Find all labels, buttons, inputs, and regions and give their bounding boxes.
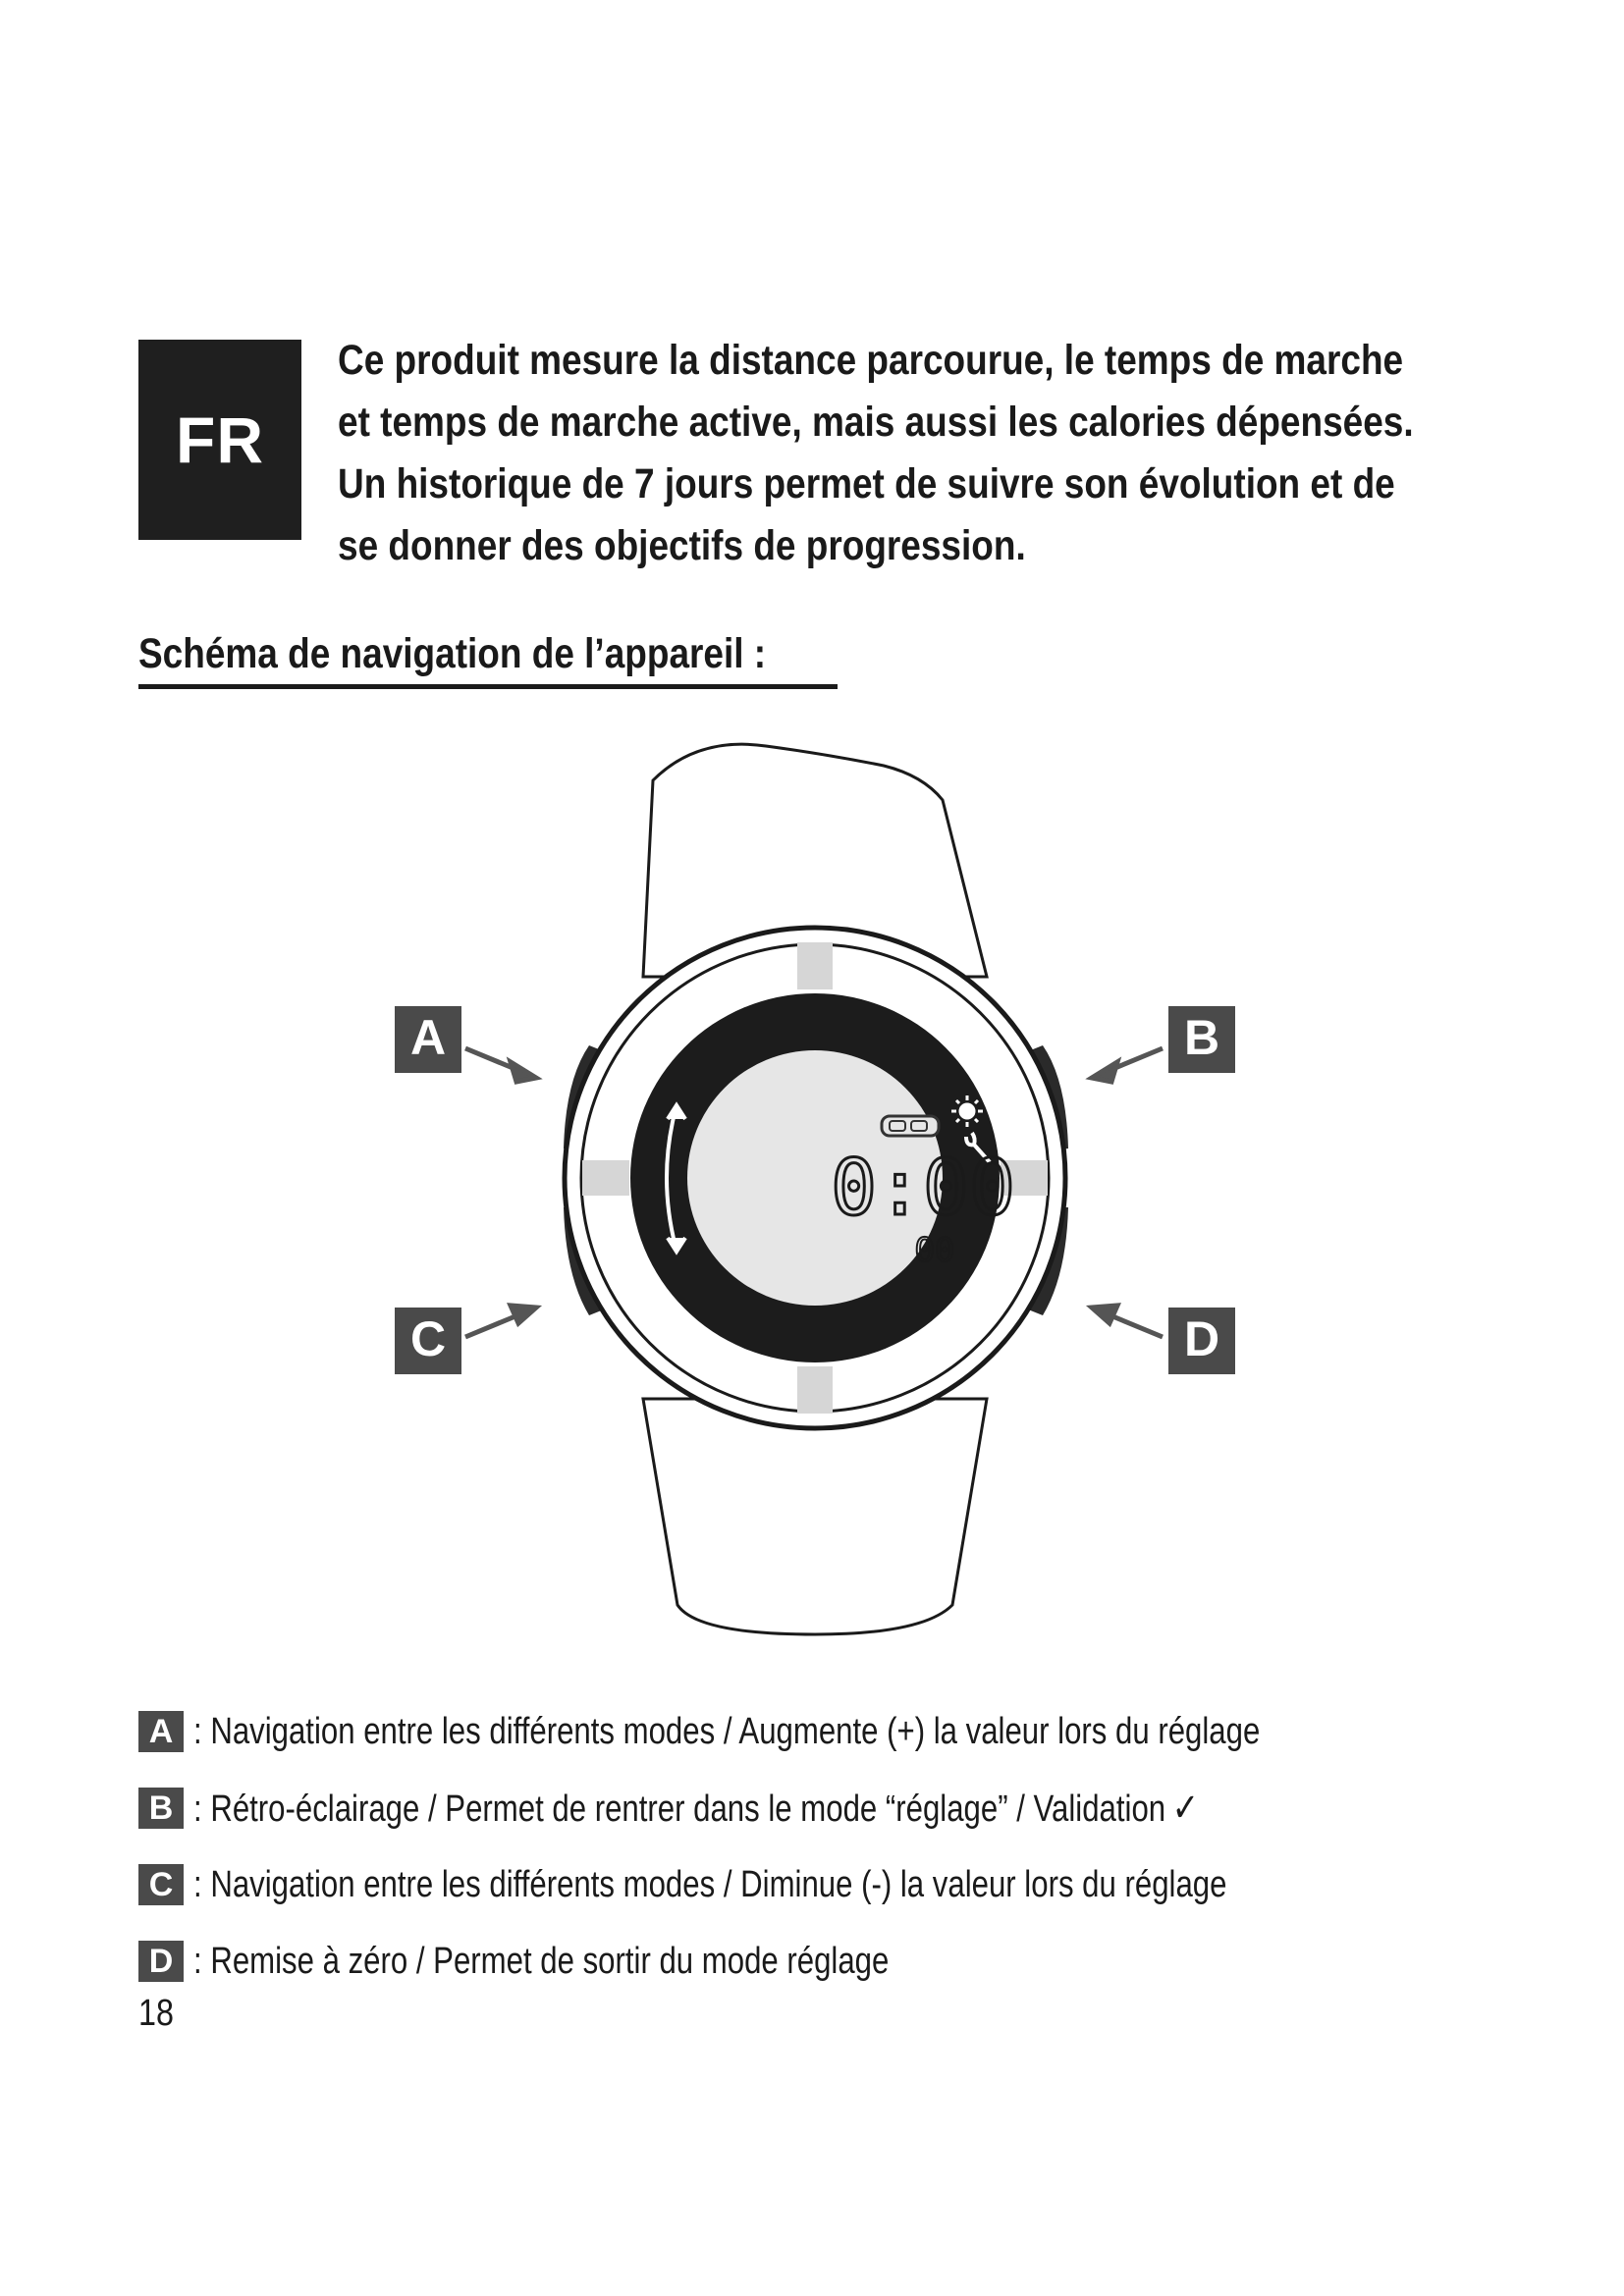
page-number: 18 xyxy=(138,1993,174,2034)
intro-paragraph xyxy=(338,330,1496,577)
arrow-a xyxy=(465,1048,536,1082)
svg-text:A: A xyxy=(409,1010,447,1065)
section-underline xyxy=(138,684,838,689)
legend-item xyxy=(138,1846,1513,1923)
display-seconds: 00 xyxy=(914,1231,955,1270)
svg-text:B: B xyxy=(1183,1010,1220,1065)
reset-label: reset xyxy=(992,1241,1032,1260)
legend-text: : Navigation entre les différents modes / Augmente (+) la valeur lors du réglage xyxy=(193,1710,1261,1752)
legend-key-b: B xyxy=(138,1788,184,1829)
legend-text: : Remise à zéro / Permet de sortir du mode réglage xyxy=(193,1940,890,1982)
legend-text-body: : Rétro-éclairage / Permet de rentrer dans le mode “réglage” / Validation xyxy=(193,1789,1166,1830)
legend-item xyxy=(138,1770,1513,1846)
intro-line: et temps de marche active, mais aussi les calories dépensées. xyxy=(338,399,1414,446)
legend-item xyxy=(138,1693,1513,1770)
checkmark-icon: ✓ xyxy=(1171,1787,1200,1830)
bezel-mark-bottom xyxy=(797,1366,833,1414)
display-time: 0:00 xyxy=(831,1145,1015,1233)
arrow-b xyxy=(1092,1048,1163,1082)
bezel-mark-top xyxy=(797,942,833,989)
label-d xyxy=(1168,1308,1235,1374)
arrow-c xyxy=(465,1306,536,1337)
bezel-mark-left xyxy=(582,1160,629,1196)
watch-diagram xyxy=(373,726,1257,1659)
intro-line: se donner des objectifs de progression. xyxy=(338,522,1026,569)
arrow-d xyxy=(1092,1306,1163,1337)
section-title: Schéma de navigation de l’appareil : xyxy=(138,630,767,677)
button-legend xyxy=(138,1693,1513,2000)
intro-line: Un historique de 7 jours permet de suivre son évolution et de xyxy=(338,460,1395,507)
legend-text: : Navigation entre les différents modes / Diminue (-) la valeur lors du réglage xyxy=(193,1863,1227,1905)
intro-line: Ce produit mesure la distance parcourue, le temps de marche xyxy=(338,337,1404,384)
legend-item xyxy=(138,1923,1513,2000)
label-b xyxy=(1168,1006,1235,1073)
label-a xyxy=(395,1006,461,1073)
svg-text:D: D xyxy=(1183,1311,1220,1366)
legend-key-c: C xyxy=(138,1864,184,1905)
label-c xyxy=(395,1308,461,1374)
strap-bottom xyxy=(643,1399,987,1634)
legend-text xyxy=(193,1786,1199,1831)
legend-key-d: D xyxy=(138,1941,184,1982)
legend-key-a: A xyxy=(138,1711,184,1752)
language-badge: FR xyxy=(138,340,301,540)
svg-text:C: C xyxy=(409,1311,447,1366)
battery-icon xyxy=(882,1116,939,1136)
